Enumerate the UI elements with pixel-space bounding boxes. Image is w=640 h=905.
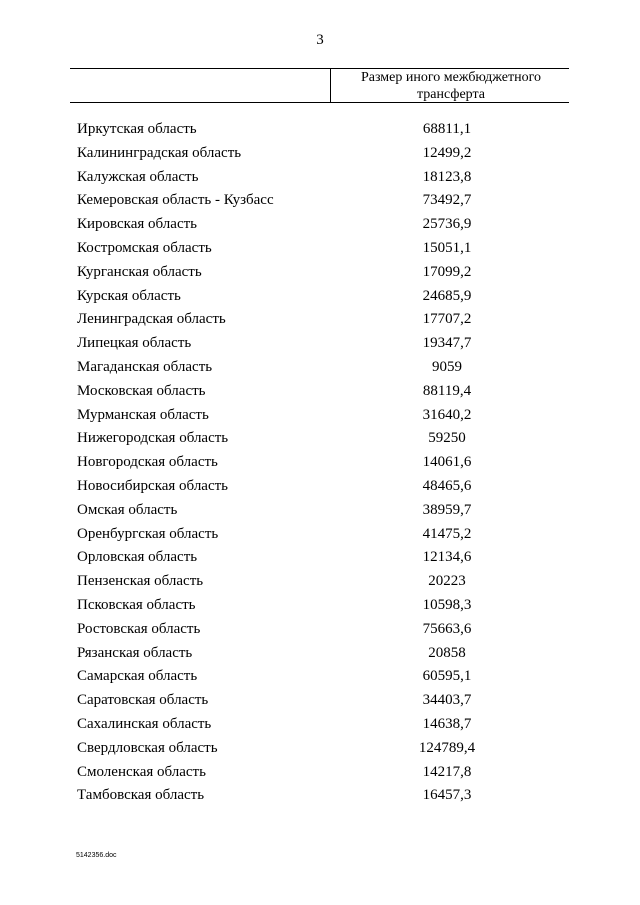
- transfer-value: 41475,2: [422, 525, 472, 542]
- table-row: [0, 595, 640, 619]
- transfer-value: 20858: [428, 644, 466, 661]
- transfer-value: 34403,7: [422, 692, 472, 709]
- table-row: [0, 785, 640, 809]
- transfer-value: 59250: [428, 430, 466, 447]
- table-row: [0, 357, 640, 381]
- transfer-value: 19347,7: [422, 335, 472, 352]
- region-name: Кемеровская область - Кузбасс: [77, 192, 274, 209]
- transfer-value: 68811,1: [422, 121, 472, 137]
- table-row: [0, 690, 640, 714]
- table-row: [0, 714, 640, 738]
- table-row: [0, 214, 640, 238]
- transfer-value: 75663,6: [422, 620, 472, 637]
- table-row: [0, 619, 640, 643]
- region-name: Омская область: [77, 501, 178, 518]
- region-name: Сахалинская область: [77, 715, 212, 732]
- transfer-value: 16457,3: [422, 787, 472, 804]
- transfer-value: 73492,7: [422, 192, 472, 209]
- column-header-line-2: трансферта: [417, 87, 485, 102]
- table-row: [0, 286, 640, 310]
- transfer-value: 31640,2: [422, 406, 472, 423]
- transfer-value: 20223: [428, 573, 466, 590]
- region-name: Пензенская область: [77, 573, 204, 590]
- column-header-transfer-amount: [334, 69, 568, 103]
- table-row: [0, 333, 640, 357]
- transfer-value: 14638,7: [422, 715, 472, 732]
- table-row: [0, 309, 640, 333]
- region-name: Тамбовская область: [77, 787, 205, 804]
- region-name: Новгородская область: [77, 454, 218, 471]
- region-name: Иркутская область: [77, 121, 197, 137]
- region-name: Саратовская область: [77, 692, 209, 709]
- transfer-value: 24685,9: [422, 287, 472, 304]
- region-name: Смоленская область: [77, 763, 206, 780]
- transfer-value: 18123,8: [422, 168, 472, 185]
- table-row: [0, 238, 640, 262]
- region-name: Ростовская область: [77, 620, 201, 637]
- transfer-value: 14217,8: [422, 763, 472, 780]
- region-name: Орловская область: [77, 549, 198, 566]
- transfer-value: 15051,1: [422, 239, 472, 256]
- table-row: [0, 524, 640, 548]
- region-name: Магаданская область: [77, 358, 213, 375]
- region-name: Рязанская область: [77, 644, 193, 661]
- transfer-value: 10598,3: [422, 596, 472, 613]
- table-row: [0, 262, 640, 286]
- table-header-column-divider: [330, 68, 331, 102]
- transfer-value: 60595,1: [422, 668, 472, 685]
- table-row: [0, 167, 640, 191]
- region-name: Ленинградская область: [77, 311, 226, 328]
- region-name: Оренбургская область: [77, 525, 219, 542]
- table-row: [0, 452, 640, 476]
- region-name: Курская область: [77, 287, 181, 304]
- table-row: [0, 143, 640, 167]
- column-header-line-1: Размер иного межбюджетного: [360, 70, 542, 85]
- region-name: Липецкая область: [77, 335, 192, 352]
- transfer-value: 17707,2: [422, 311, 472, 328]
- transfer-value: 48465,6: [422, 477, 472, 494]
- table-row: [0, 405, 640, 429]
- transfer-value: 88119,4: [422, 382, 472, 399]
- transfer-value: 17099,2: [422, 263, 472, 280]
- page-number: 3: [316, 32, 324, 48]
- table-row: [0, 643, 640, 667]
- region-name: Новосибирская область: [77, 477, 229, 494]
- transfer-value: 14061,6: [422, 454, 472, 471]
- table-row: [0, 476, 640, 500]
- transfer-value: 12134,6: [422, 549, 472, 566]
- table-row: [0, 738, 640, 762]
- table-row: [0, 428, 640, 452]
- region-name: Псковская область: [77, 596, 196, 613]
- region-name: Свердловская область: [77, 739, 218, 756]
- transfer-value: 12499,2: [422, 144, 472, 161]
- table-body: [0, 119, 640, 809]
- region-name: Костромская область: [77, 239, 212, 256]
- table-row: [0, 381, 640, 405]
- region-name: Калининградская область: [77, 144, 242, 161]
- table-row: [0, 190, 640, 214]
- transfer-value: 9059: [432, 358, 462, 375]
- table-row: [0, 119, 640, 143]
- transfer-value: 25736,9: [422, 216, 472, 233]
- table-row: [0, 547, 640, 571]
- table-row: [0, 762, 640, 786]
- region-name: Самарская область: [77, 668, 198, 685]
- region-name: Московская область: [77, 382, 206, 399]
- table-row: [0, 666, 640, 690]
- region-name: Калужская область: [77, 168, 199, 185]
- transfer-value: 124789,4: [418, 739, 476, 756]
- transfer-value: 38959,7: [422, 501, 472, 518]
- region-name: Кировская область: [77, 216, 198, 233]
- region-name: Нижегородская область: [77, 430, 229, 447]
- region-name: Мурманская область: [77, 406, 209, 423]
- table-row: [0, 571, 640, 595]
- table-row: [0, 500, 640, 524]
- footer-filename: 5142356.doc: [76, 852, 117, 859]
- region-name: Курганская область: [77, 263, 202, 280]
